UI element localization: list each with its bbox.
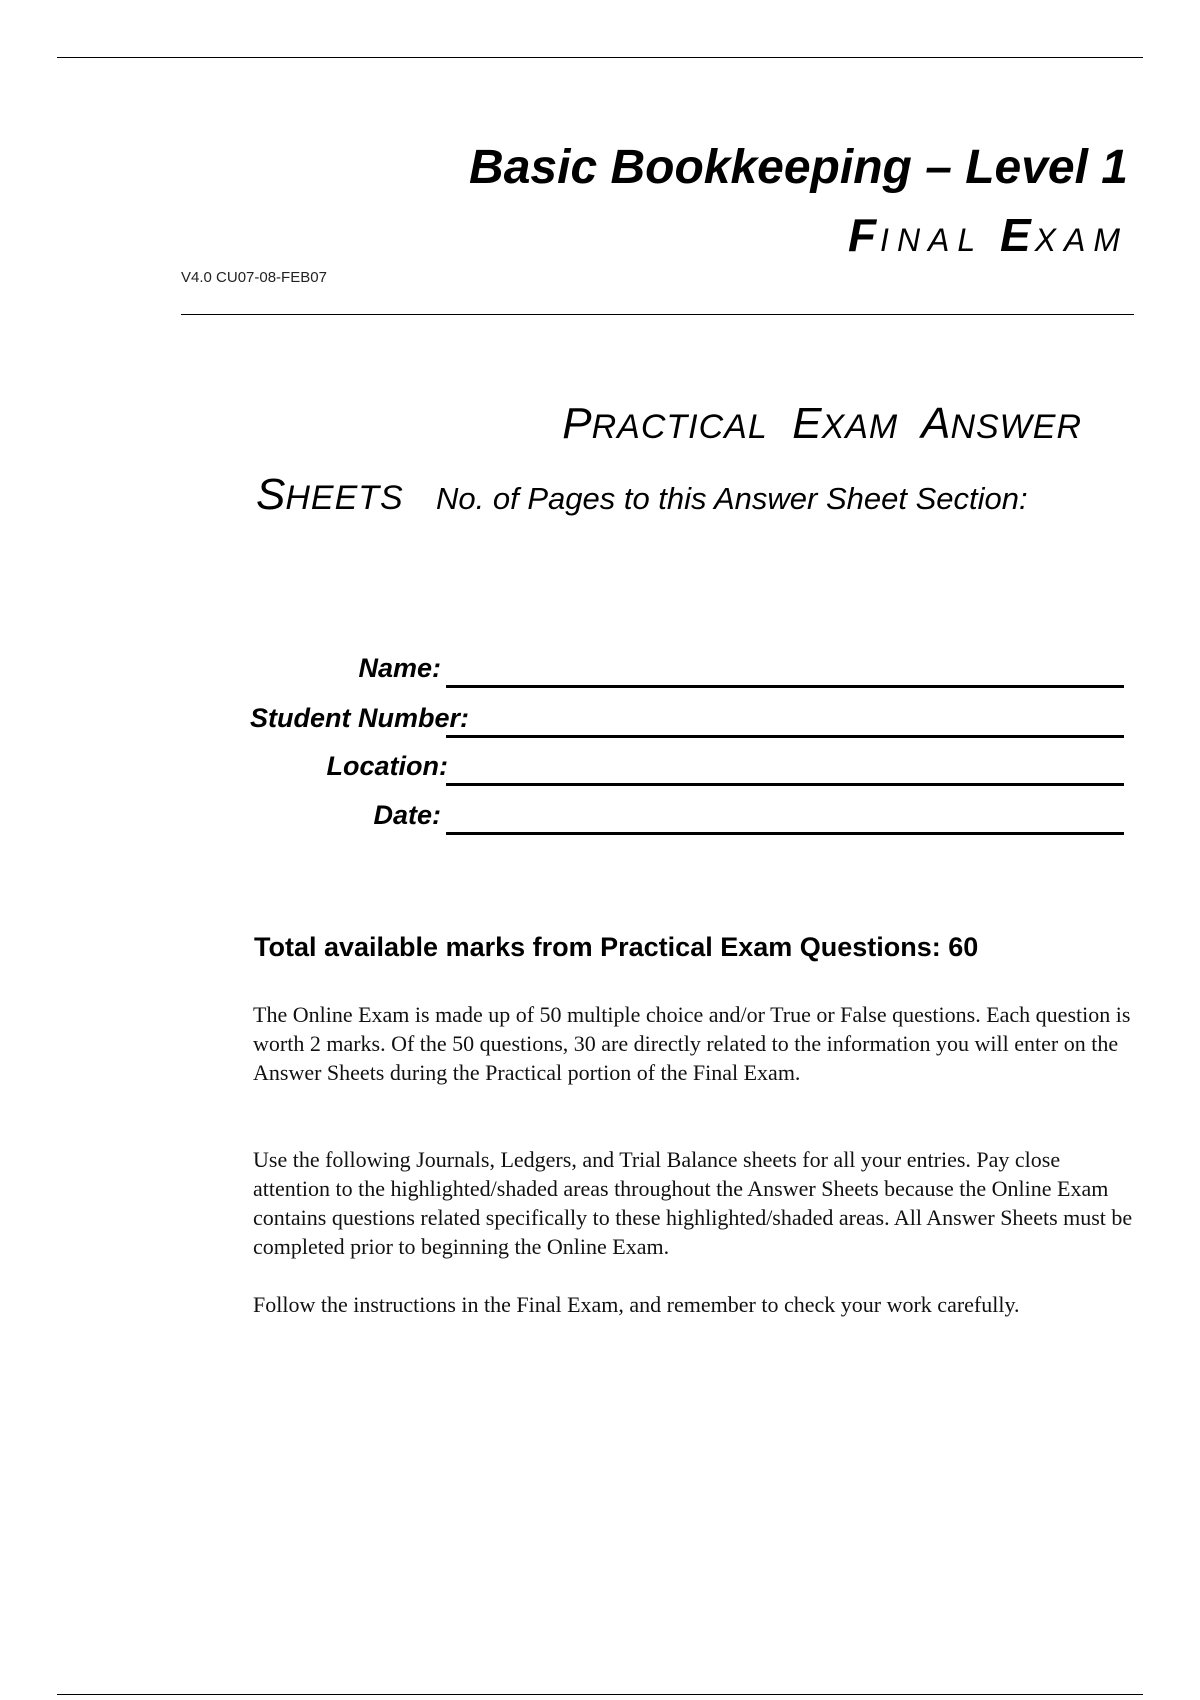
student-number-label: Student Number:: [250, 703, 469, 733]
section-word-sheets-initial: S: [256, 470, 286, 519]
subtitle-initial-f: F: [847, 209, 881, 261]
header-divider: [181, 314, 1134, 315]
section-word-exam-initial: E: [792, 399, 822, 448]
date-field-row: [224, 795, 1124, 835]
section-word-practical-rest: RACTICAL: [591, 408, 768, 446]
section-title-line-1: [562, 399, 1082, 448]
total-marks-heading: Total available marks from Practical Exam Questions: 60: [254, 932, 979, 962]
subtitle-rest-inal: INAL: [880, 222, 984, 258]
student-number-field-row: [224, 698, 1124, 738]
document-title: Basic Bookkeeping – Level 1: [469, 141, 1128, 194]
location-label: Location:: [326, 751, 448, 781]
section-title-line-2: [256, 470, 404, 519]
instructions-paragraph: Follow the instructions in the Final Exam, and remember to check your work carefully.: [253, 1292, 1020, 1317]
pages-count-note: No. of Pages to this Answer Sheet Section:: [436, 481, 1028, 516]
name-blank-line[interactable]: [446, 685, 1124, 688]
section-word-exam-rest: XAM: [821, 408, 899, 446]
date-label: Date:: [373, 800, 441, 830]
subtitle-rest-xam: XAM: [1034, 222, 1128, 258]
section-word-practical-initial: P: [562, 399, 592, 448]
date-blank-line[interactable]: [446, 832, 1124, 835]
location-field-row: [224, 746, 1124, 786]
section-word-answer-rest: NSWER: [950, 408, 1082, 446]
answer-sheets-paragraph: Use the following Journals, Ledgers, and Trial Balance sheets for all your entries. Pay close attention to the highlighted/shaded areas throughout the Answer Sheets because the Online Exam contains questions related specifically to these highlighted/shaded areas. All Answer Sheets must be completed prior to beginning the Online Exam.: [253, 1147, 1133, 1259]
bottom-rule: [57, 1694, 1143, 1695]
section-word-sheets-rest: HEETS: [285, 479, 404, 517]
document-subtitle: [847, 209, 1128, 261]
top-rule: [57, 57, 1143, 58]
version-code: V4.0 CU07-08-FEB07: [181, 269, 327, 286]
name-label: Name:: [358, 653, 441, 683]
subtitle-initial-e: E: [999, 209, 1035, 261]
student-number-blank-line[interactable]: [446, 735, 1124, 738]
name-field-row: [224, 648, 1124, 688]
section-word-answer-initial: A: [921, 399, 951, 448]
location-blank-line[interactable]: [446, 783, 1124, 786]
online-exam-paragraph: The Online Exam is made up of 50 multiple choice and/or True or False questions. Each question is worth 2 marks. Of the 50 questions, 30 are directly related to the information you will enter on the Answer Sheets during the Practical portion of the Final Exam.: [253, 1002, 1131, 1085]
